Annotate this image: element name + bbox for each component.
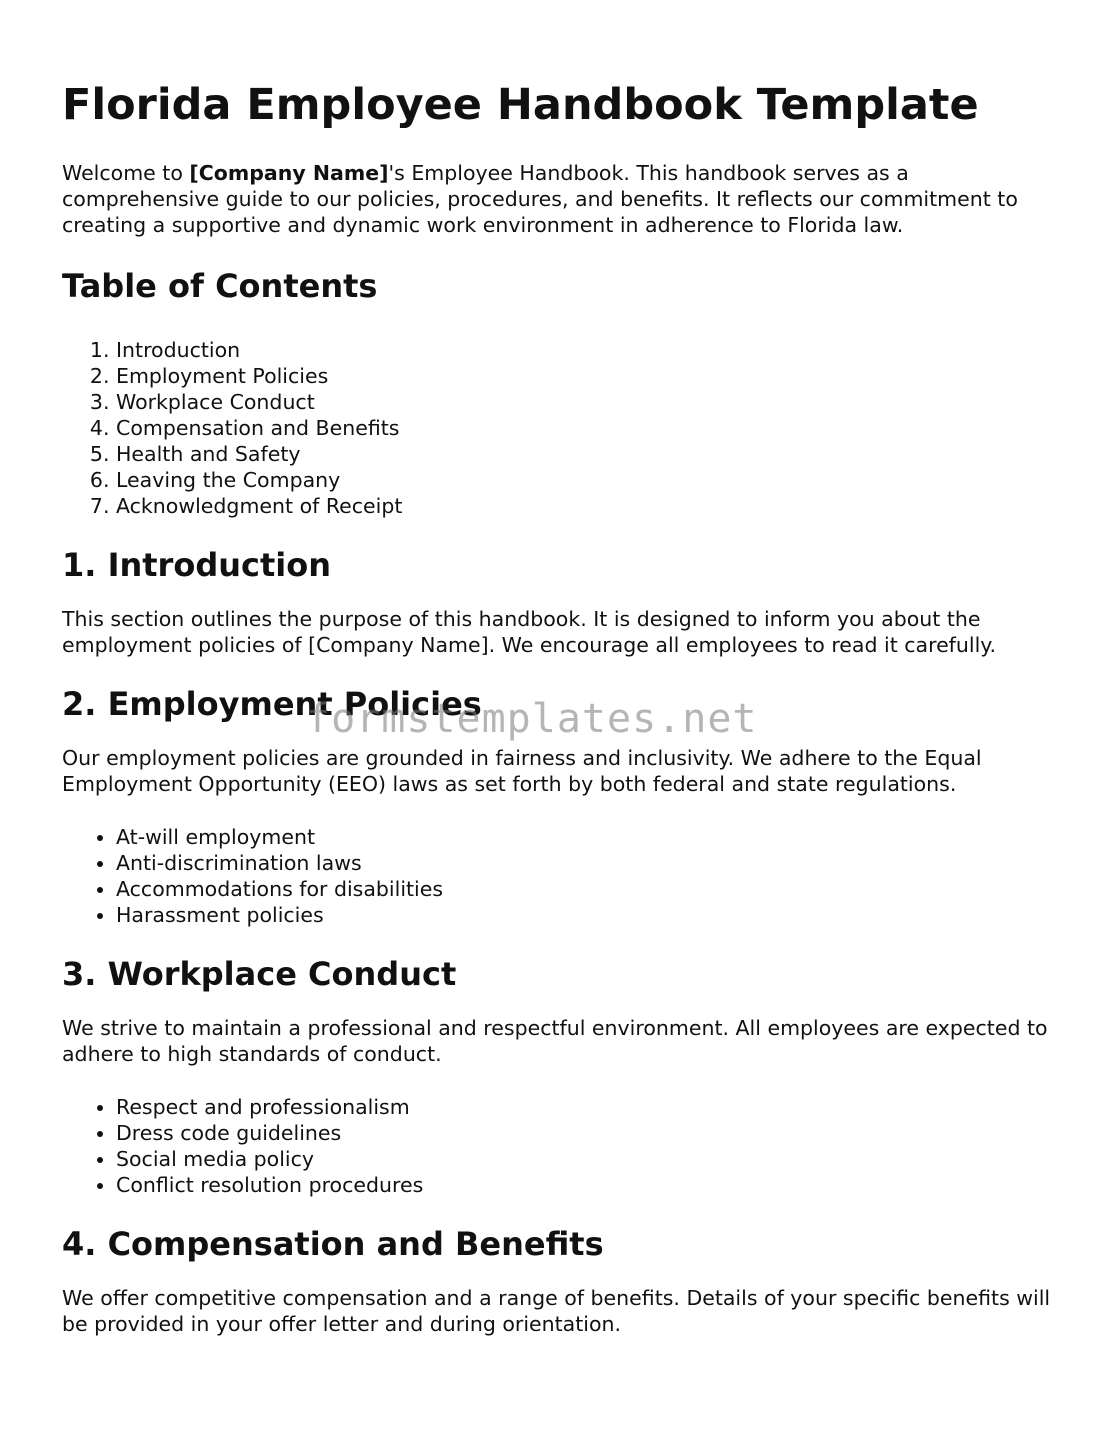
list-item: • Conflict resolution procedures xyxy=(116,1172,1057,1198)
toc-item: 6. Leaving the Company xyxy=(116,467,1057,493)
employment-policies-text: Our employment policies are grounded in fairness and inclusivity. We adhere to the Equal Employment Opportunity (EEO) laws as set forth by both federal and state regulations. xyxy=(62,746,982,796)
list-item: • Respect and professionalism xyxy=(116,1094,1057,1120)
toc-heading: Table of Contents xyxy=(62,267,378,305)
list-item: • Dress code guidelines xyxy=(116,1120,1057,1146)
workplace-conduct-list xyxy=(62,1094,1057,1198)
employment-policies-list xyxy=(62,824,1057,928)
toc-list xyxy=(62,337,1057,519)
compensation-heading: 4. Compensation and Benefits xyxy=(62,1225,604,1263)
document-page xyxy=(62,78,1057,1364)
list-item: • Harassment policies xyxy=(116,902,1057,928)
list-item: • At-will employment xyxy=(116,824,1057,850)
compensation-text: We offer competitive compensation and a range of benefits. Details of your specific benefits will be provided in your offer letter and during orientation. xyxy=(62,1286,1051,1336)
list-item: • Accommodations for disabilities xyxy=(116,876,1057,902)
introduction-text: This section outlines the purpose of this handbook. It is designed to inform you about the employment policies of [Company Name]. We encourage all employees to read it carefully. xyxy=(62,607,997,657)
toc-item: 4. Compensation and Benefits xyxy=(116,415,1057,441)
toc-item: 5. Health and Safety xyxy=(116,441,1057,467)
introduction-heading: 1. Introduction xyxy=(62,546,331,584)
watermark-text: formstemplates.net xyxy=(306,696,758,742)
intro-prefix: Welcome to xyxy=(62,161,190,185)
employment-policies-heading: 2. Employment Policies xyxy=(62,685,482,723)
intro-suffix: 's Employee Handbook. This handbook serves as a comprehensive guide to our policies, procedures, and benefits. It reflects our commitment to creating a supportive and dynamic work environment in adherence to Florida law. xyxy=(62,161,1018,237)
document-title: Florida Employee Handbook Template xyxy=(62,80,979,130)
list-item: • Anti-discrimination laws xyxy=(116,850,1057,876)
workplace-conduct-heading: 3. Workplace Conduct xyxy=(62,955,457,993)
workplace-conduct-text: We strive to maintain a professional and respectful environment. All employees are expected to adhere to high standards of conduct. xyxy=(62,1016,1048,1066)
toc-item: 3. Workplace Conduct xyxy=(116,389,1057,415)
toc-item: 2. Employment Policies xyxy=(116,363,1057,389)
toc-item: 1. Introduction xyxy=(116,337,1057,363)
list-item: • Social media policy xyxy=(116,1146,1057,1172)
intro-paragraph xyxy=(62,160,1057,238)
company-name-placeholder: [Company Name] xyxy=(189,161,389,185)
toc-item: 7. Acknowledgment of Receipt xyxy=(116,493,1057,519)
